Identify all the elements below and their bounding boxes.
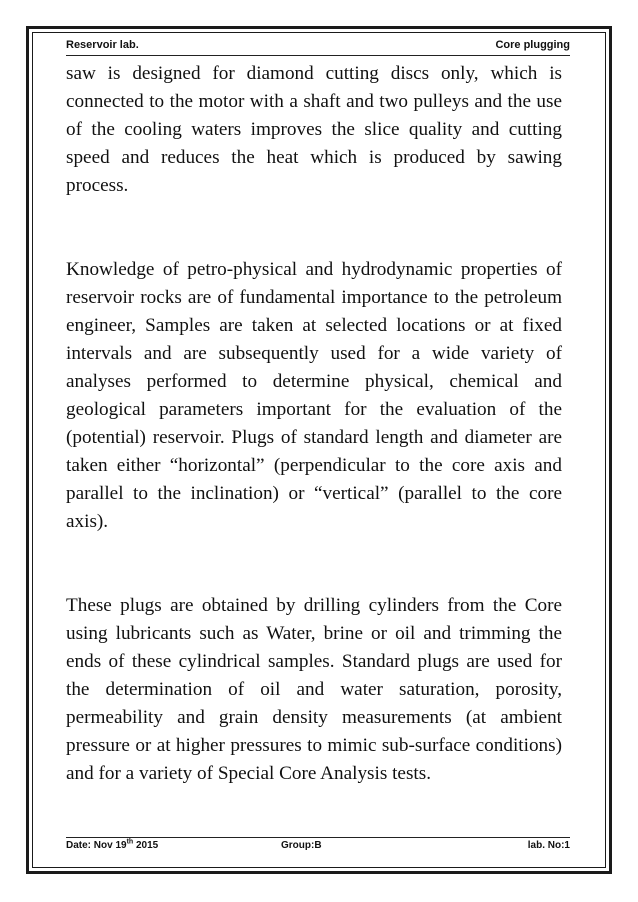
footer-date-ordinal: th — [126, 838, 134, 846]
document-body — [66, 60, 562, 788]
footer-date-prefix: Date: Nov 19 — [66, 840, 127, 851]
paragraph-plug-drilling: These plugs are obtained by drilling cylinders from the Core using lubricants such as Water, brine or oil and trimming the ends of these cylindrical samples. Standard plugs are used for the determination of oil and water saturation, porosity, permeability and grain density measurements (at ambient pressure or at higher pressures to mimic sub-surface conditions) and for a variety of Special Core Analysis tests. — [66, 595, 562, 784]
paragraph-petrophysical-properties: Knowledge of petro-physical and hydrodynamic properties of reservoir rocks are of fundamental importance to the petroleum engineer, Samples are taken at selected locations or at fixed intervals and are subsequently used for a wide variety of analyses performed to determine physical, chemical and geological parameters important for the evaluation of the (potential) reservoir. Plugs of standard length and diameter are taken either “horizontal” (perpendicular to the core axis and parallel to the inclination) or “vertical” (parallel to the core axis). — [66, 259, 562, 532]
footer-date-year: 2015 — [133, 840, 159, 851]
header-topic-title: Core plugging — [495, 39, 570, 51]
footer-group: Group:B — [281, 840, 322, 851]
page-footer — [66, 840, 570, 856]
header-divider — [66, 55, 570, 56]
footer-date — [66, 840, 158, 851]
header-course-title: Reservoir lab. — [66, 39, 139, 51]
footer-lab-number: lab. No:1 — [527, 840, 570, 851]
paragraph-saw-description: saw is designed for diamond cutting discs only, which is connected to the motor with a shaft and two pulleys and the use of the cooling waters improves the slice quality and cutting speed and reduces the heat which is produced by sawing process. — [66, 63, 562, 196]
page-header — [66, 36, 570, 54]
footer-divider — [66, 837, 570, 838]
